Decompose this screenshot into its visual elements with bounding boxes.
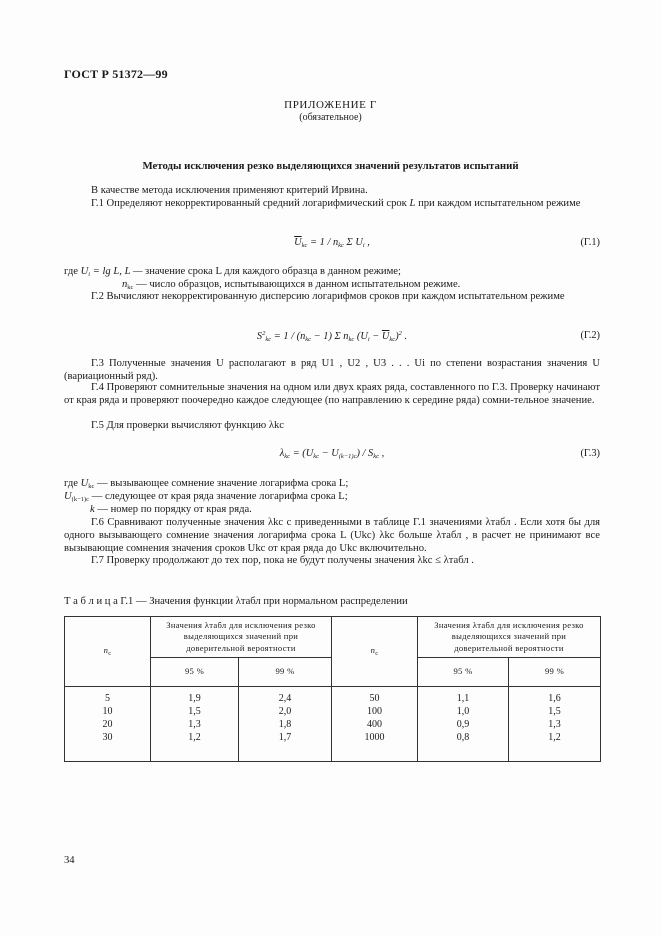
cell: 100	[367, 706, 382, 717]
cell: 1,5	[548, 706, 561, 717]
cell: 20	[102, 719, 113, 730]
col-99-right	[509, 687, 601, 762]
where2-text3: номер по порядку от края ряда.	[110, 503, 252, 515]
cell: 1,3	[548, 719, 561, 730]
cell: 1,6	[548, 693, 561, 704]
col-n-right	[332, 687, 418, 762]
cell: 10	[102, 706, 113, 717]
section-title: Методы исключения резко выделяющихся значений результатов испытаний	[142, 160, 519, 172]
where2-text2: следующее от края ряда значение логарифма срока L;	[104, 490, 348, 502]
formula-g3-number: (Г.3)	[580, 448, 600, 459]
where2-text1: вызывающее сомнение значение логарифма срока L;	[110, 478, 349, 489]
where-block-2	[64, 478, 600, 517]
formula-g2	[64, 330, 600, 344]
header-99-right: 99 %	[509, 658, 601, 687]
paragraph-intro: В качестве метода исключения применяют критерий Ирвина.	[91, 185, 368, 196]
appendix-note: (обязательное)	[299, 112, 362, 123]
cell: 2,4	[278, 693, 292, 704]
g1-text: Г.1 Определяют некорректированный средний логарифмический срок	[91, 198, 407, 209]
formula-g3	[64, 448, 600, 462]
cell: 2,0	[278, 706, 292, 717]
paragraph-g6: Г.6 Сравнивают полученные значения λkc с приведенными в таблице Г.1 значениями λтабл . Если хотя бы для одного вызывающего сомнение значения логарифма срока L (Ukc) λkc больше λтабл , в расчет не принимают все вызывающие сомнения значения сроков Ukc от края ряда до Ukc включительно.	[64, 517, 600, 554]
where1-line1: где $U_i = \lg L$, L — значение срока L для каждого образца в данном режиме;	[64, 266, 401, 278]
cell: 1,0	[456, 706, 470, 717]
group-header-left: Значения λтабл для исключения резко выделяющихся значений при доверительной вероятности	[151, 617, 332, 658]
cell: 1,1	[456, 693, 470, 704]
where1-line2: $n_{kc}$ — число образцов, испытывающихся в данном испытательном режиме.	[122, 278, 461, 291]
formula-g3-expression: $\lambda_{kc} = (U_{kc} - U_{(k-1)c}) / S_{kc}$ ,	[279, 448, 385, 460]
cell: 1,5	[188, 706, 201, 717]
paragraph-g5: Г.5 Для проверки вычисляют функцию λkc	[91, 420, 285, 431]
formula-g1-expression: $\overline{U}_{kc} = 1 / n_{kc}$ Σ $U_i$ ,	[294, 237, 370, 249]
header-95-right: 95 %	[418, 658, 509, 687]
cell: 0,8	[456, 732, 470, 743]
cell: 1,2	[548, 732, 561, 743]
where2-line2: $U_{(k-1)c}$ — следующее от края ряда значение логарифма срока L;	[64, 490, 348, 503]
header-95-left: 95 %	[151, 658, 239, 687]
cell: 1000	[364, 732, 385, 743]
where1-text1: значение срока L для каждого образца в данном режиме;	[145, 266, 401, 277]
where-block-1	[64, 266, 600, 292]
where2-line3: k — номер по порядку от края ряда.	[90, 503, 252, 515]
cell: 30	[102, 732, 113, 743]
g1-var-L: L	[409, 198, 416, 209]
cell: 1,3	[188, 719, 201, 730]
appendix-title: ПРИЛОЖЕНИЕ Г	[284, 99, 377, 111]
paragraph-g7: Г.7 Проверку продолжают до тех пор, пока не будут получены значения λkc ≤ λтабл .	[91, 555, 474, 566]
cell: 1,7	[278, 732, 292, 743]
paragraph-g3: Г.3 Полученные значения U располагают в ряд U1 , U2 , U3 . . . Ui по степени возрастания значения U (вариационный ряд).	[64, 358, 600, 382]
col-95-right	[418, 687, 509, 762]
formula-g2-number: (Г.2)	[580, 330, 600, 341]
col-n-header-right: $n_c$	[332, 617, 418, 687]
paragraph-g1	[64, 198, 600, 211]
g1-text-end: при каждом испытательном режиме	[418, 198, 581, 209]
cell: 5	[105, 693, 110, 704]
group-header-right: Значения λтабл для исключения резко выделяющихся значений при доверительной вероятности	[418, 617, 601, 658]
col-99-left	[239, 687, 332, 762]
document-header: ГОСТ Р 51372—99	[64, 67, 168, 81]
where2-line1: где $U_{kc}$ — вызывающее сомнение значение логарифма срока L;	[64, 478, 349, 490]
formula-g1-number: (Г.1)	[580, 237, 600, 248]
cell: 400	[367, 719, 382, 730]
cell: 1,2	[188, 732, 201, 743]
formula-g2-expression: $S^2_{kc} = 1 / (n_{kc} - 1)$ Σ $n_{kc}$ $(U_i - \overline{U}_{kc})^2$ .	[256, 330, 408, 343]
col-n-left	[65, 687, 151, 762]
cell: 0,9	[456, 719, 470, 730]
where1-lead: где	[64, 266, 78, 277]
cell: 50	[369, 693, 380, 704]
paragraph-g2: Г.2 Вычисляют некорректированную дисперсию логарифмов сроков при каждом испытательном режиме	[91, 291, 565, 302]
where2-lead: где	[64, 478, 78, 489]
formula-g1	[64, 237, 600, 251]
table-caption: Т а б л и ц а Г.1 — Значения функции λтабл при нормальном распределении	[64, 596, 408, 607]
header-99-left: 99 %	[239, 658, 332, 687]
lambda-table	[64, 616, 601, 762]
where1-text2: число образцов, испытывающихся в данном испытательном режиме.	[149, 278, 461, 290]
paragraph-g4: Г.4 Проверяют сомнительные значения на одном или двух краях ряда, составленного по Г.3. Проверку начинают от края ряда и проверяют поочередно каждое следующее (по направлению к середине ряда) сомни-тельное значение.	[64, 382, 600, 406]
cell: 1,8	[278, 719, 292, 730]
page-number: 34	[64, 855, 75, 866]
col-n-header-left: $n_c$	[65, 617, 151, 687]
cell: 1,9	[188, 693, 201, 704]
col-95-left	[151, 687, 239, 762]
